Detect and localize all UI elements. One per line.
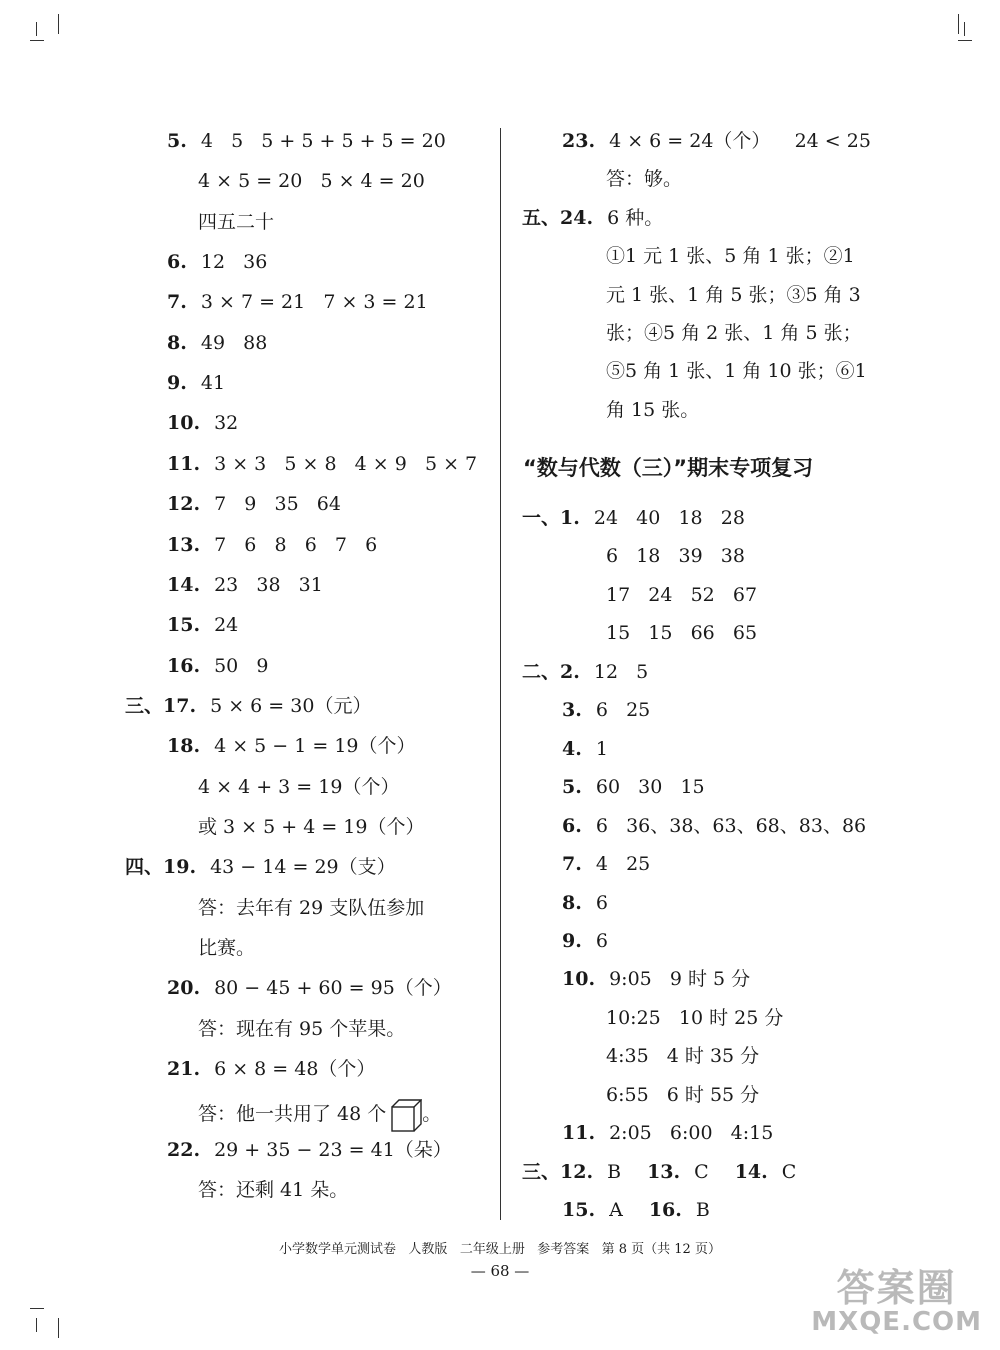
right_bottom-line — [562, 737, 608, 761]
answer-text: ①1 元 1 张、5 角 1 张；②1 — [606, 245, 855, 268]
question-number-dot: . — [193, 654, 201, 677]
right_bottom-line — [606, 621, 757, 645]
left-line — [198, 775, 399, 799]
question-number: 10 — [562, 968, 589, 991]
right_bottom-line — [562, 698, 650, 722]
right_bottom-line — [562, 814, 866, 838]
question-number: 7 — [167, 291, 181, 314]
question-number: 13 — [647, 1160, 674, 1183]
left-line — [167, 371, 225, 395]
question-number-dot: . — [575, 814, 582, 837]
question-number: 14 — [167, 573, 194, 596]
question-number: 15 — [167, 614, 194, 637]
question-number-dot: . — [588, 1199, 596, 1222]
left-line — [167, 411, 238, 435]
question-number: 2 — [560, 660, 574, 683]
crop-mark — [58, 1318, 59, 1338]
question-number-dot: . — [180, 331, 187, 354]
answer-text: 答：够。 — [606, 168, 683, 191]
left-line — [167, 250, 267, 274]
answer-text: C — [694, 1160, 709, 1183]
question-number-dot: . — [193, 452, 201, 475]
answer-text: 6 — [595, 929, 608, 952]
answer-text: 6:55 6 时 55 分 — [606, 1083, 760, 1106]
crop-mark — [58, 14, 59, 34]
question-number-dot: . — [673, 1160, 681, 1183]
question-number-dot: . — [586, 206, 594, 229]
question-number-dot: . — [193, 614, 201, 637]
question-number-dot: . — [193, 735, 201, 758]
answer-text: 29 + 35 − 23 = 41（朵） — [214, 1138, 452, 1161]
answer-text: 9:05 9 时 5 分 — [609, 968, 751, 991]
question-number: 6 — [562, 814, 576, 837]
question-number: 9 — [167, 372, 181, 395]
answer-text: 24 — [214, 614, 239, 637]
left-line — [198, 169, 425, 193]
question-number-dot: . — [193, 412, 201, 435]
question-number: 18 — [167, 735, 194, 758]
answer-text: 80 − 45 + 60 = 95（个） — [214, 977, 452, 1000]
question-number: 10 — [167, 412, 194, 435]
answer-text: 张；④5 角 2 张、1 角 5 张； — [606, 322, 862, 344]
answer-text: 60 30 15 — [595, 776, 705, 799]
question-number-dot: . — [180, 130, 187, 152]
question-number-dot: . — [189, 694, 197, 717]
answer-text: 7 6 8 6 7 6 — [214, 533, 378, 556]
left-line — [167, 129, 446, 153]
right_bottom-line — [522, 1160, 796, 1184]
question-number: 16 — [648, 1199, 676, 1222]
question-number: 21 — [167, 1058, 194, 1081]
question-number: 8 — [562, 891, 576, 914]
page-number: — 68 — — [470, 1262, 530, 1280]
left-line — [167, 452, 477, 476]
section-number: 一、 — [522, 507, 561, 529]
question-number-dot: . — [575, 891, 582, 914]
question-number-dot: . — [588, 1122, 596, 1145]
answer-text: A — [609, 1199, 623, 1222]
question-number: 12 — [560, 1160, 587, 1183]
left-line — [167, 976, 452, 1000]
question-number: 7 — [562, 853, 576, 876]
left-line — [198, 210, 274, 234]
question-number: 9 — [562, 929, 576, 952]
left-line — [125, 694, 371, 718]
column-divider — [500, 128, 501, 1220]
left-line — [167, 492, 341, 516]
question-number: 19 — [163, 856, 190, 879]
answer-text: 元 1 张、1 角 5 张；③5 角 3 — [606, 283, 861, 306]
answer-text: 32 — [214, 412, 239, 435]
right_bottom-line — [606, 1083, 759, 1107]
right_top-line — [606, 321, 862, 345]
answer-text: 2:05 6:00 4:15 — [609, 1122, 774, 1145]
answer-text: 5 × 6 = 30（元） — [210, 694, 372, 717]
right_top-line — [522, 206, 663, 230]
right_bottom-line — [522, 660, 648, 684]
question-number: 1 — [560, 507, 574, 529]
answer-text: 6 种。 — [607, 206, 664, 229]
question-number: 12 — [167, 493, 194, 516]
question-number-dot: . — [675, 1199, 682, 1222]
answer-text: 41 — [200, 372, 226, 395]
answer-text: 3 × 3 5 × 8 4 × 9 5 × 7 — [214, 452, 478, 475]
answer-text: 4:35 4 时 35 分 — [606, 1045, 760, 1068]
answer-text: 答：还剩 41 朵。 — [198, 1179, 349, 1202]
question-number-dot: . — [586, 1160, 594, 1183]
question-number-dot: . — [180, 251, 187, 274]
section-number: 三、 — [125, 694, 164, 717]
right_bottom-line — [562, 929, 608, 953]
answer-text: 23 38 31 — [214, 573, 323, 596]
crop-mark — [36, 1318, 37, 1332]
left-line — [198, 1017, 405, 1041]
question-number-dot: . — [575, 699, 582, 722]
question-number-dot: . — [573, 507, 580, 529]
right_top-line — [606, 359, 867, 383]
answer-text: 12 36 — [200, 251, 268, 274]
question-number-dot: . — [193, 1058, 201, 1081]
question-number-dot: . — [575, 737, 582, 760]
question-number: 16 — [167, 654, 194, 677]
left-line — [198, 936, 255, 960]
answer-text: 7 9 35 64 — [214, 493, 341, 516]
section-number: 五、 — [522, 206, 561, 229]
right_bottom-line — [562, 775, 705, 799]
question-number: 5 — [167, 130, 181, 152]
question-number: 5 — [562, 776, 576, 799]
answer-text: 3 × 7 = 21 7 × 3 = 21 — [200, 291, 428, 314]
left-line — [125, 855, 396, 879]
left-line — [167, 533, 377, 557]
answer-text: 4 × 4 + 3 = 19（个） — [198, 775, 400, 798]
question-number-dot: . — [193, 573, 201, 596]
answer-text: 24 40 18 28 — [593, 507, 745, 529]
answer-text: 4 × 6 = 24（个） 24 < 25 — [609, 130, 871, 152]
right_top-line — [606, 167, 682, 191]
question-number-dot: . — [761, 1160, 768, 1183]
crop-mark — [958, 40, 972, 41]
question-number: 11 — [167, 452, 194, 475]
answer-text: 10:25 10 时 25 分 — [606, 1006, 784, 1029]
crop-mark — [36, 22, 37, 36]
question-number-dot: . — [193, 533, 201, 556]
question-number: 11 — [562, 1122, 589, 1145]
question-number: 22 — [167, 1138, 194, 1161]
left-line — [198, 1178, 348, 1202]
answer-text: B — [607, 1160, 622, 1183]
answer-text: 或 3 × 5 + 4 = 19（个） — [198, 815, 425, 838]
left-line — [167, 1057, 375, 1081]
question-number-dot: . — [575, 929, 582, 952]
question-number-dot: . — [573, 660, 580, 683]
right_bottom-line — [562, 1198, 710, 1222]
answer-text: 6 × 8 = 48（个） — [214, 1058, 376, 1081]
right_bottom-line — [606, 583, 757, 607]
answer-text: ⑤5 角 1 张、1 角 10 张；⑥1 — [606, 360, 867, 383]
answer-text: 4 5 5 + 5 + 5 + 5 = 20 — [200, 130, 446, 152]
cube-icon — [390, 1097, 422, 1133]
right_bottom-line — [562, 967, 750, 991]
answer-text: B — [695, 1199, 710, 1222]
right_bottom-line — [562, 1121, 773, 1145]
left-line — [167, 654, 268, 678]
right_bottom-line — [606, 1044, 759, 1068]
right_bottom-line — [562, 891, 608, 915]
answer-text: C — [781, 1160, 797, 1183]
question-number-dot: . — [193, 1138, 201, 1161]
watermark — [811, 1268, 982, 1336]
answer-text: 4 × 5 = 20 5 × 4 = 20 — [198, 170, 425, 193]
answer-text: 12 5 — [593, 660, 649, 683]
answer-text: 6 36、38、63、68、83、86 — [595, 814, 867, 837]
answer-suffix: 。 — [422, 1103, 442, 1126]
answer-text: 6 25 — [595, 699, 651, 722]
left-line — [167, 331, 267, 355]
right_bottom-line — [606, 1006, 783, 1030]
answer-text: 答：现在有 95 个苹果。 — [198, 1017, 406, 1040]
answer-text: 四五二十 — [198, 210, 275, 233]
left-line — [167, 613, 238, 637]
answer-text: 4 × 5 − 1 = 19（个） — [214, 735, 416, 758]
right_top-line — [606, 398, 699, 422]
question-number-dot: . — [588, 968, 596, 991]
question-number: 15 — [562, 1199, 589, 1222]
footer-title: 小学数学单元测试卷 人教版 二年级上册 参考答案 第 8 页（共 12 页） — [279, 1242, 721, 1257]
question-number-dot: . — [588, 130, 596, 152]
question-number: 14 — [734, 1160, 762, 1183]
question-number-dot: . — [180, 291, 187, 314]
answer-text: 49 88 — [200, 331, 268, 354]
question-number-dot: . — [575, 853, 582, 876]
left-line — [198, 1097, 441, 1133]
answer-text: 答：他一共用了 48 个 — [198, 1103, 387, 1126]
crop-mark — [958, 14, 959, 34]
right_bottom-line — [562, 852, 650, 876]
question-number-dot: . — [180, 372, 187, 395]
right_top-line — [606, 244, 855, 268]
answer-text: 1 — [595, 737, 608, 760]
question-number: 24 — [560, 206, 587, 229]
right_top-line — [562, 129, 871, 153]
answer-text: 答：去年有 29 支队伍参加 — [198, 896, 425, 919]
left-line — [167, 734, 416, 758]
question-number: 20 — [167, 977, 194, 1000]
question-number-dot: . — [193, 977, 201, 1000]
answer-text: 角 15 张。 — [606, 398, 700, 421]
answer-text: 6 18 39 38 — [606, 545, 745, 568]
answer-text: 15 15 66 65 — [606, 622, 758, 645]
answer-text: 比赛。 — [198, 937, 256, 959]
question-number: 23 — [562, 130, 589, 152]
question-number-dot: . — [193, 493, 201, 516]
right_bottom-line — [522, 506, 745, 530]
answer-text: 50 9 — [214, 654, 269, 677]
left-line — [198, 896, 424, 920]
question-number: 4 — [562, 737, 576, 760]
section-number: 四、 — [125, 856, 164, 879]
left-line — [167, 573, 323, 597]
crop-mark — [964, 22, 965, 36]
question-number: 3 — [562, 699, 576, 722]
left-line — [167, 290, 428, 314]
answer-text: 43 − 14 = 29（支） — [210, 856, 396, 879]
question-number-dot: . — [189, 856, 197, 879]
section-number: 二、 — [522, 660, 561, 683]
question-number: 13 — [167, 533, 194, 556]
answer-text: 4 25 — [595, 853, 651, 876]
right_bottom-line — [606, 544, 745, 568]
watermark-url: MXQE.COM — [811, 1307, 982, 1337]
answer-text: 17 24 52 67 — [606, 583, 758, 606]
question-number: 6 — [167, 251, 181, 274]
crop-mark — [30, 1308, 44, 1309]
watermark-logo: 答案圈 — [836, 1266, 957, 1310]
right_top-line — [606, 283, 861, 307]
left-line — [167, 1138, 452, 1162]
left-line — [198, 815, 424, 839]
section-title: “数与代数（三）”期末专项复习 — [523, 456, 814, 480]
answer-text: 6 — [595, 891, 608, 914]
crop-mark — [30, 40, 44, 41]
question-number: 8 — [167, 331, 181, 354]
section-number: 三、 — [522, 1160, 561, 1183]
question-number: 17 — [163, 694, 190, 717]
question-number-dot: . — [575, 776, 582, 799]
